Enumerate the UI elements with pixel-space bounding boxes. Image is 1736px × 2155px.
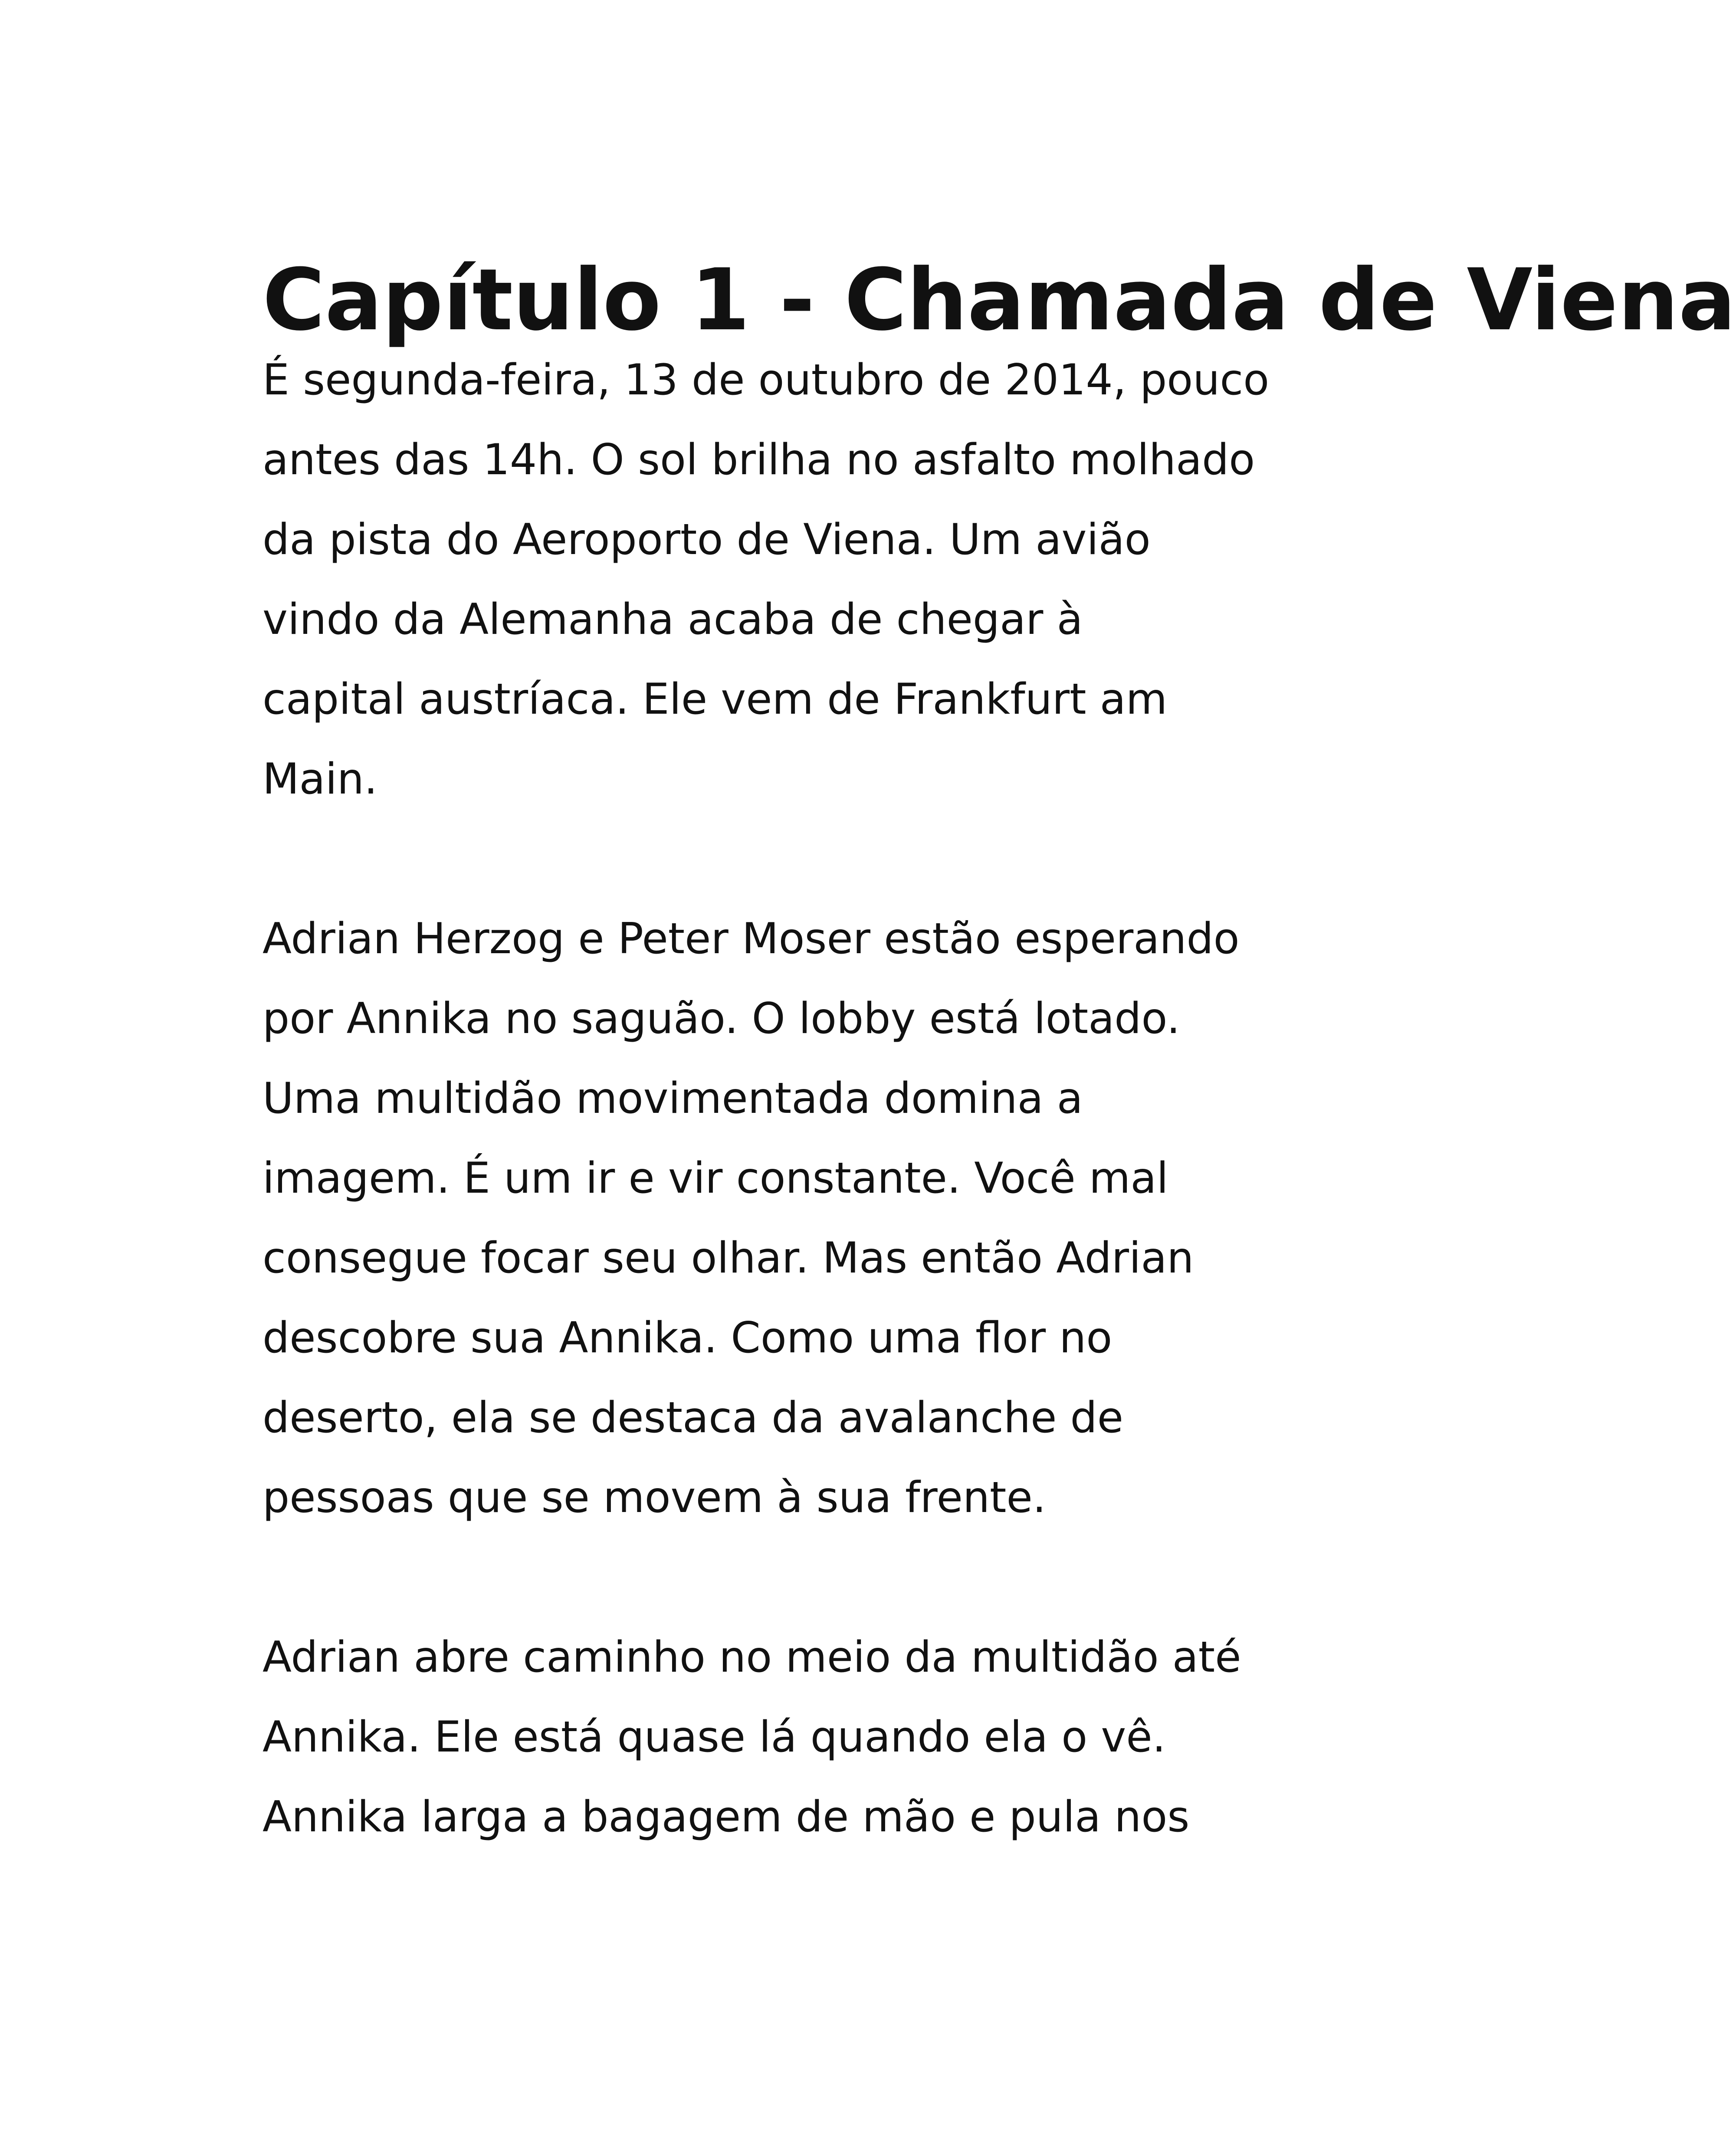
chapter-text xyxy=(263,251,1736,1857)
paragraph-2-line-4: imagem. É um ir e vir constante. Você mal xyxy=(263,1154,1168,1203)
paragraph-2-line-1: Adrian Herzog e Peter Moser estão esperando xyxy=(263,914,1240,964)
paragraph-1-line-4: vindo da Alemanha acaba de chegar à xyxy=(263,595,1083,644)
paragraph-2-line-7: deserto, ela se destaca da avalanche de xyxy=(263,1393,1124,1443)
paragraph-1-line-5: capital austríaca. Ele vem de Frankfurt am xyxy=(263,675,1168,724)
paragraph-2-line-3: Uma multidão movimentada domina a xyxy=(263,1074,1083,1123)
paragraph-3-line-3: Annika larga a bagagem de mão e pula nos xyxy=(263,1792,1190,1842)
paragraph-2-line-6: descobre sua Annika. Como uma flor no xyxy=(263,1313,1112,1363)
paragraph-2 xyxy=(263,899,1313,1538)
paragraph-2-line-2: por Annika no saguão. O lobby está lotado. xyxy=(263,994,1180,1043)
paragraph-spacer-2 xyxy=(263,1538,1313,1617)
paragraph-1 xyxy=(263,340,1313,819)
paragraph-3-line-1: Adrian abre caminho no meio da multidão até xyxy=(263,1633,1241,1682)
paragraph-2-line-8: pessoas que se movem à sua frente. xyxy=(263,1473,1046,1522)
paragraph-3-line-2: Annika. Ele está quase lá quando ela o vê. xyxy=(263,1712,1166,1762)
paragraph-1-line-2: antes das 14h. O sol brilha no asfalto molhado xyxy=(263,435,1255,485)
paragraph-spacer-1 xyxy=(263,819,1313,899)
paragraph-2-line-5: consegue focar seu olhar. Mas então Adrian xyxy=(263,1233,1194,1283)
paragraph-1-line-1: É segunda-feira, 13 de outubro de 2014, pouco xyxy=(263,355,1270,405)
paragraph-3 xyxy=(263,1617,1313,1857)
chapter-title: Capítulo 1 - Chamada de Viena xyxy=(263,251,1736,350)
paragraph-1-line-3: da pista do Aeroporto de Viena. Um avião xyxy=(263,515,1151,564)
paragraph-1-line-6: Main. xyxy=(263,754,378,804)
